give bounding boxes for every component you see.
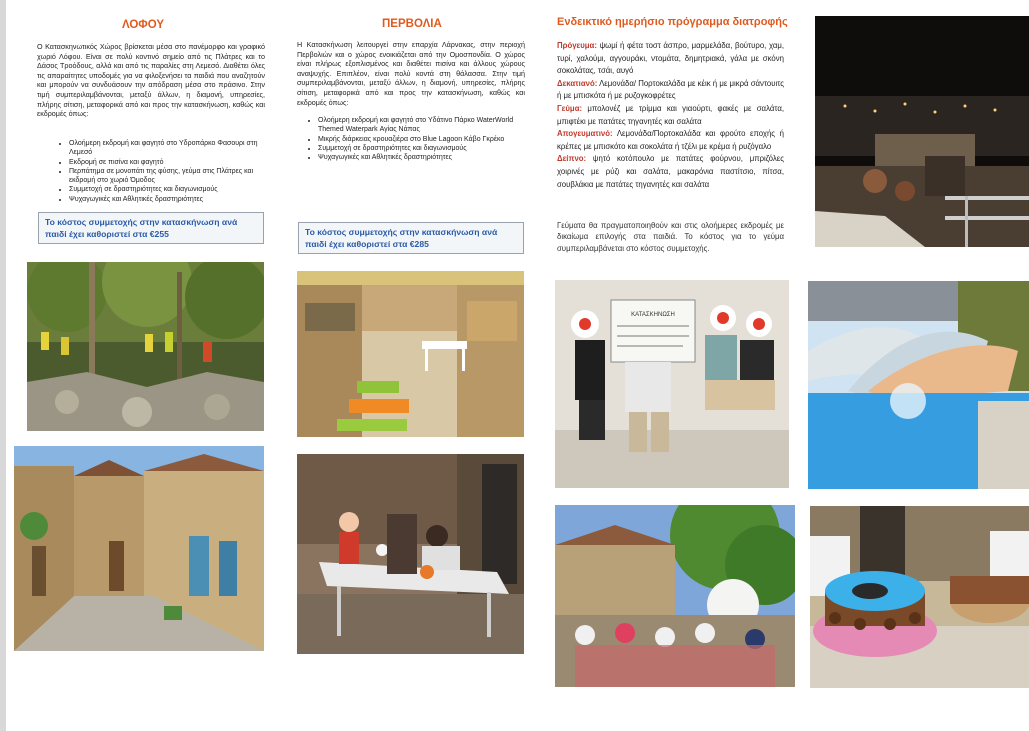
- meal-breakfast: [557, 40, 784, 78]
- price-box-lofou: Το κόστος συμμετοχής στην κατασκήνωση ανά παιδί έχει καθοριστεί στα €255: [38, 212, 264, 244]
- list-item: • Ψυχαγωγικές και Αθλητικές δραστηριότητες: [69, 195, 269, 204]
- meal-text: μπολονέζ με τρίμμα και γιαούρτι, φακές με σαλάτα, μπιφτέκι με πατάτες τηγανητές και σαλάτα: [557, 103, 785, 126]
- village-street-photo: [14, 446, 264, 651]
- meal-label: Δεκατιανό:: [557, 78, 598, 88]
- meal-list: [557, 40, 784, 191]
- activity-table-photo: [297, 454, 524, 654]
- list-item: • Ολοήμερη εκδρομή και φαγητό στο Υδροπάρκο Φασουρι στη Λεμεσό: [69, 139, 269, 158]
- list-item: • Μικρής διάρκειας κρουαζιέρα στο Blue Lagoon Κάβο Γκρέκο: [318, 135, 528, 144]
- list-item: • Περπάτημα σε μονοπάτι της φύσης, γεύμα στις Πλάτρες και εκδρομή στο χωριό Όμοδος: [69, 167, 269, 186]
- poster-text: ΚΑΤΑΣΚΗΝΩΣΗ: [631, 312, 675, 318]
- night-view-photo: [815, 16, 1029, 247]
- meal-note: Γεύματα θα πραγματοποιηθούν και στις ολοήμερες εκδρομές με δικαίωμα επιλογής στα παιδιά. Το κόστος για το γεύμα συμπεριλαμβάνεται στο κόστος συμμετοχής.: [557, 221, 784, 253]
- list-item: • Συμμετοχή σε δραστηριότητες και διαγωνισμούς: [69, 185, 269, 194]
- meal-dinner: [557, 153, 784, 191]
- meal-lunch: [557, 103, 784, 128]
- meal-text: Λεμονάδα/Πορτοκαλάδα και φρούτο εποχής ή κρέπες με μπισκότο και σοκολάτα ή τζέλι με κρέμα ή ρυζόγαλο: [557, 129, 784, 151]
- pervolia-intro: Η Κατασκήνωση λειτουργεί στην επαρχία Λάρνακας, στην περιοχή Περβολιών και ο χώρος ενοικιάζεται από την Ομοσπονδία. Ο χώρος είναι πλήρως εξοπλισμένος και διαθέτει πισίνα και άλλους χώρους αναψυχής. Επιπλέον, είναι πολύ κοντά στη θάλασσα. Στην τιμή συμπεριλαμβάνονται, μεταξύ άλλων, η διαμονή, υπηρεσίες, πλήρης σίτιση, μεταφορικά από και προς την κατασκήνωση, καθώς και εκδρομές όπως:: [297, 40, 525, 107]
- meal-text: ψωμί ή φέτα τοστ άσπρο, μαρμελάδα, βούτυρο, χαμ, τυρί, χαλούμι, αγγουράκι, ντομάτα, δημητριακά, γάλα με σκόνη σοκολάτας, τσάι, αυγό: [557, 41, 784, 76]
- meal-snack-afternoon: [557, 128, 784, 153]
- section-title-lofou: ΛΟΦΟΥ: [122, 19, 165, 31]
- price-box-pervolia: Το κόστος συμμετοχής στην κατασκήνωση ανά παιδί έχει καθοριστεί στα €285: [298, 222, 524, 254]
- section-title-pervolia: ΠΕΡΒΟΛΙΑ: [382, 18, 442, 30]
- cake-photo: [810, 506, 1029, 688]
- meal-label: Απογευματινό:: [557, 129, 613, 139]
- lofou-excursions: [55, 139, 269, 204]
- meal-text: ψητό κοτόπουλο με πατάτες φούρνου, μπριζόλες χοιρινές με ρύζι και σαλάτα, μακαρόνια παστίτσιο, πίτσα, σουβλάκια με πατάτες τηγανητές και σαλάτα: [557, 154, 784, 189]
- pervolia-excursions: [304, 116, 528, 162]
- meal-label: Δείπνο:: [557, 154, 587, 164]
- page-edge: [0, 0, 6, 731]
- list-item: • Εκδρομή σε πισίνα και φαγητό: [69, 158, 269, 167]
- courtyard-photo: [297, 271, 524, 437]
- meal-snack-morning: [557, 78, 784, 103]
- lofou-intro: Ο Κατασκηνωτικός Χώρος βρίσκεται μέσα στο πανέμορφο και γραφικό χωριό Λόφου. Είναι σε πολύ κοντινό σημείο από τις Πλάτρες και το Δάσος Τροόδους, αλλά και από τις παραλίες στη Λεμεσό. Διαθέτει όλες τις απαραίτητες υποδομές για να φιλοξενήσει τα παιδιά που αναζητούν και μπορούν να συνδυάσουν την απόδραση μέσα στο πράσινο. Στην τιμή συμπεριλαμβάνονται, μεταξύ άλλων, η διαμονή, υπηρεσίες, πλήρης σίτιση, μεταφορικά από και προς την κατασκήνωση, καθώς και εκδρομές όπως:: [37, 42, 265, 119]
- meal-label: Πρόγευμα:: [557, 41, 597, 50]
- meal-plan-title: Ενδεικτικό ημερήσιο πρόγραμμα διατροφής: [557, 16, 788, 28]
- water-slide-photo: [808, 281, 1029, 489]
- forest-hike-photo: [27, 262, 264, 431]
- children-poster-photo: [555, 280, 789, 488]
- outdoor-gathering-photo: [555, 505, 795, 687]
- meal-label: Γεύμα:: [557, 103, 583, 113]
- list-item: • Ολοήμερη εκδρομή και φαγητό στο Υδάτινο Πάρκο WaterWorld Themed Waterpark Αγίας Νάπας: [318, 116, 528, 135]
- list-item: • Συμμετοχή σε δραστηριότητες και διαγωνισμούς: [318, 144, 528, 153]
- meal-text: Λεμονάδα/ Πορτοκαλάδα με κέικ ή με μικρά σάντουιτς ή με μπισκότα ή με ρυζογκοφρέτες: [557, 78, 784, 101]
- list-item: • Ψυχαγωγικές και Αθλητικές δραστηριότητες: [318, 153, 528, 162]
